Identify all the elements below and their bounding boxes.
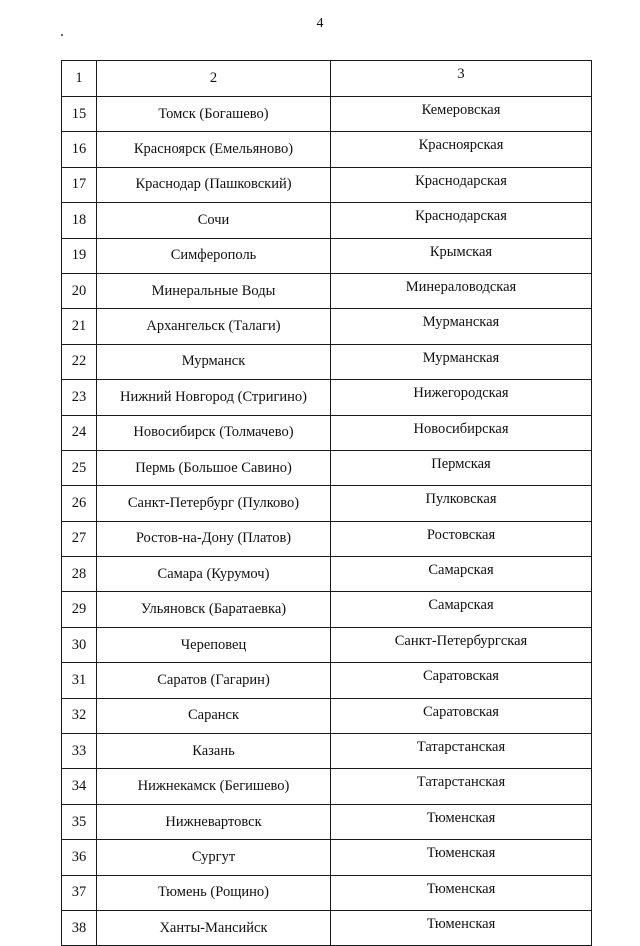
- region-cell: Кемеровская: [331, 97, 592, 132]
- region-cell: Самарская: [331, 557, 592, 592]
- region-cell: Красноярская: [331, 132, 592, 167]
- table-row: [62, 450, 592, 485]
- city-cell: Краснодар (Пашковский): [97, 167, 331, 202]
- page-number: 4: [316, 16, 324, 31]
- row-number-cell: 24: [62, 415, 97, 450]
- region-cell: Санкт-Петербургская: [331, 627, 592, 662]
- region-cell: Мурманская: [331, 344, 592, 379]
- region-cell: Тюменская: [331, 910, 592, 945]
- table-row: [62, 380, 592, 415]
- row-number-cell: 38: [62, 910, 97, 945]
- city-cell: Нижнекамск (Бегишево): [97, 769, 331, 804]
- row-number-cell: 33: [62, 734, 97, 769]
- region-cell: Тюменская: [331, 804, 592, 839]
- city-cell: Череповец: [97, 627, 331, 662]
- table-body: [62, 61, 592, 946]
- table-row: [62, 734, 592, 769]
- row-number-cell: 19: [62, 238, 97, 273]
- table-row: [62, 698, 592, 733]
- city-cell: Новосибирск (Толмачево): [97, 415, 331, 450]
- table-row: [62, 875, 592, 910]
- city-cell: Сургут: [97, 840, 331, 875]
- city-cell: Ростов-на-Дону (Платов): [97, 521, 331, 556]
- table-row: [62, 663, 592, 698]
- row-number-cell: 15: [62, 97, 97, 132]
- region-cell: Тюменская: [331, 840, 592, 875]
- region-cell: Татарстанская: [331, 734, 592, 769]
- row-number-cell: 22: [62, 344, 97, 379]
- region-cell: Ростовская: [331, 521, 592, 556]
- table-row: [62, 627, 592, 662]
- region-cell: Самарская: [331, 592, 592, 627]
- row-number-cell: 17: [62, 167, 97, 202]
- city-cell: Ульяновск (Баратаевка): [97, 592, 331, 627]
- scan-speck: [61, 34, 63, 36]
- city-cell: Нижневартовск: [97, 804, 331, 839]
- region-cell: Новосибирская: [331, 415, 592, 450]
- row-number-cell: 32: [62, 698, 97, 733]
- row-number-cell: 20: [62, 273, 97, 308]
- city-cell: Санкт-Петербург (Пулково): [97, 486, 331, 521]
- table-row: [62, 557, 592, 592]
- region-cell: Краснодарская: [331, 167, 592, 202]
- region-cell: Нижегородская: [331, 380, 592, 415]
- header-cell-col-2: 2: [97, 61, 331, 97]
- city-cell: Нижний Новгород (Стригино): [97, 380, 331, 415]
- row-number-cell: 28: [62, 557, 97, 592]
- city-cell: Симферополь: [97, 238, 331, 273]
- city-cell: Мурманск: [97, 344, 331, 379]
- region-cell: Пулковская: [331, 486, 592, 521]
- city-cell: Ханты-Мансийск: [97, 910, 331, 945]
- row-number-cell: 34: [62, 769, 97, 804]
- row-number-cell: 26: [62, 486, 97, 521]
- row-number-cell: 30: [62, 627, 97, 662]
- table-row: [62, 132, 592, 167]
- city-cell: Архангельск (Талаги): [97, 309, 331, 344]
- row-number-cell: 31: [62, 663, 97, 698]
- row-number-cell: 18: [62, 203, 97, 238]
- city-cell: Саранск: [97, 698, 331, 733]
- region-cell: Мурманская: [331, 309, 592, 344]
- table-row: [62, 309, 592, 344]
- table-row: [62, 910, 592, 945]
- region-cell: Крымская: [331, 238, 592, 273]
- region-cell: Саратовская: [331, 663, 592, 698]
- table-row: [62, 592, 592, 627]
- table-row: [62, 344, 592, 379]
- table-row: [62, 415, 592, 450]
- city-cell: Саратов (Гагарин): [97, 663, 331, 698]
- row-number-cell: 27: [62, 521, 97, 556]
- table-header-row: [62, 61, 592, 97]
- airports-table: [61, 60, 592, 946]
- header-cell-col-3: 3: [331, 61, 592, 97]
- city-cell: Сочи: [97, 203, 331, 238]
- row-number-cell: 25: [62, 450, 97, 485]
- table-row: [62, 521, 592, 556]
- city-cell: Красноярск (Емельяново): [97, 132, 331, 167]
- row-number-cell: 37: [62, 875, 97, 910]
- row-number-cell: 36: [62, 840, 97, 875]
- region-cell: Минераловодская: [331, 273, 592, 308]
- table-row: [62, 486, 592, 521]
- row-number-cell: 29: [62, 592, 97, 627]
- header-cell-col-1: 1: [62, 61, 97, 97]
- table-row: [62, 238, 592, 273]
- city-cell: Тюмень (Рощино): [97, 875, 331, 910]
- table-row: [62, 273, 592, 308]
- region-cell: Тюменская: [331, 875, 592, 910]
- table-row: [62, 203, 592, 238]
- city-cell: Самара (Курумоч): [97, 557, 331, 592]
- region-cell: Саратовская: [331, 698, 592, 733]
- region-cell: Татарстанская: [331, 769, 592, 804]
- city-cell: Пермь (Большое Савино): [97, 450, 331, 485]
- city-cell: Казань: [97, 734, 331, 769]
- city-cell: Минеральные Воды: [97, 273, 331, 308]
- table-row: [62, 769, 592, 804]
- table-row: [62, 804, 592, 839]
- table-row: [62, 167, 592, 202]
- table-row: [62, 840, 592, 875]
- row-number-cell: 23: [62, 380, 97, 415]
- row-number-cell: 21: [62, 309, 97, 344]
- region-cell: Краснодарская: [331, 203, 592, 238]
- region-cell: Пермская: [331, 450, 592, 485]
- row-number-cell: 35: [62, 804, 97, 839]
- city-cell: Томск (Богашево): [97, 97, 331, 132]
- row-number-cell: 16: [62, 132, 97, 167]
- table-row: [62, 97, 592, 132]
